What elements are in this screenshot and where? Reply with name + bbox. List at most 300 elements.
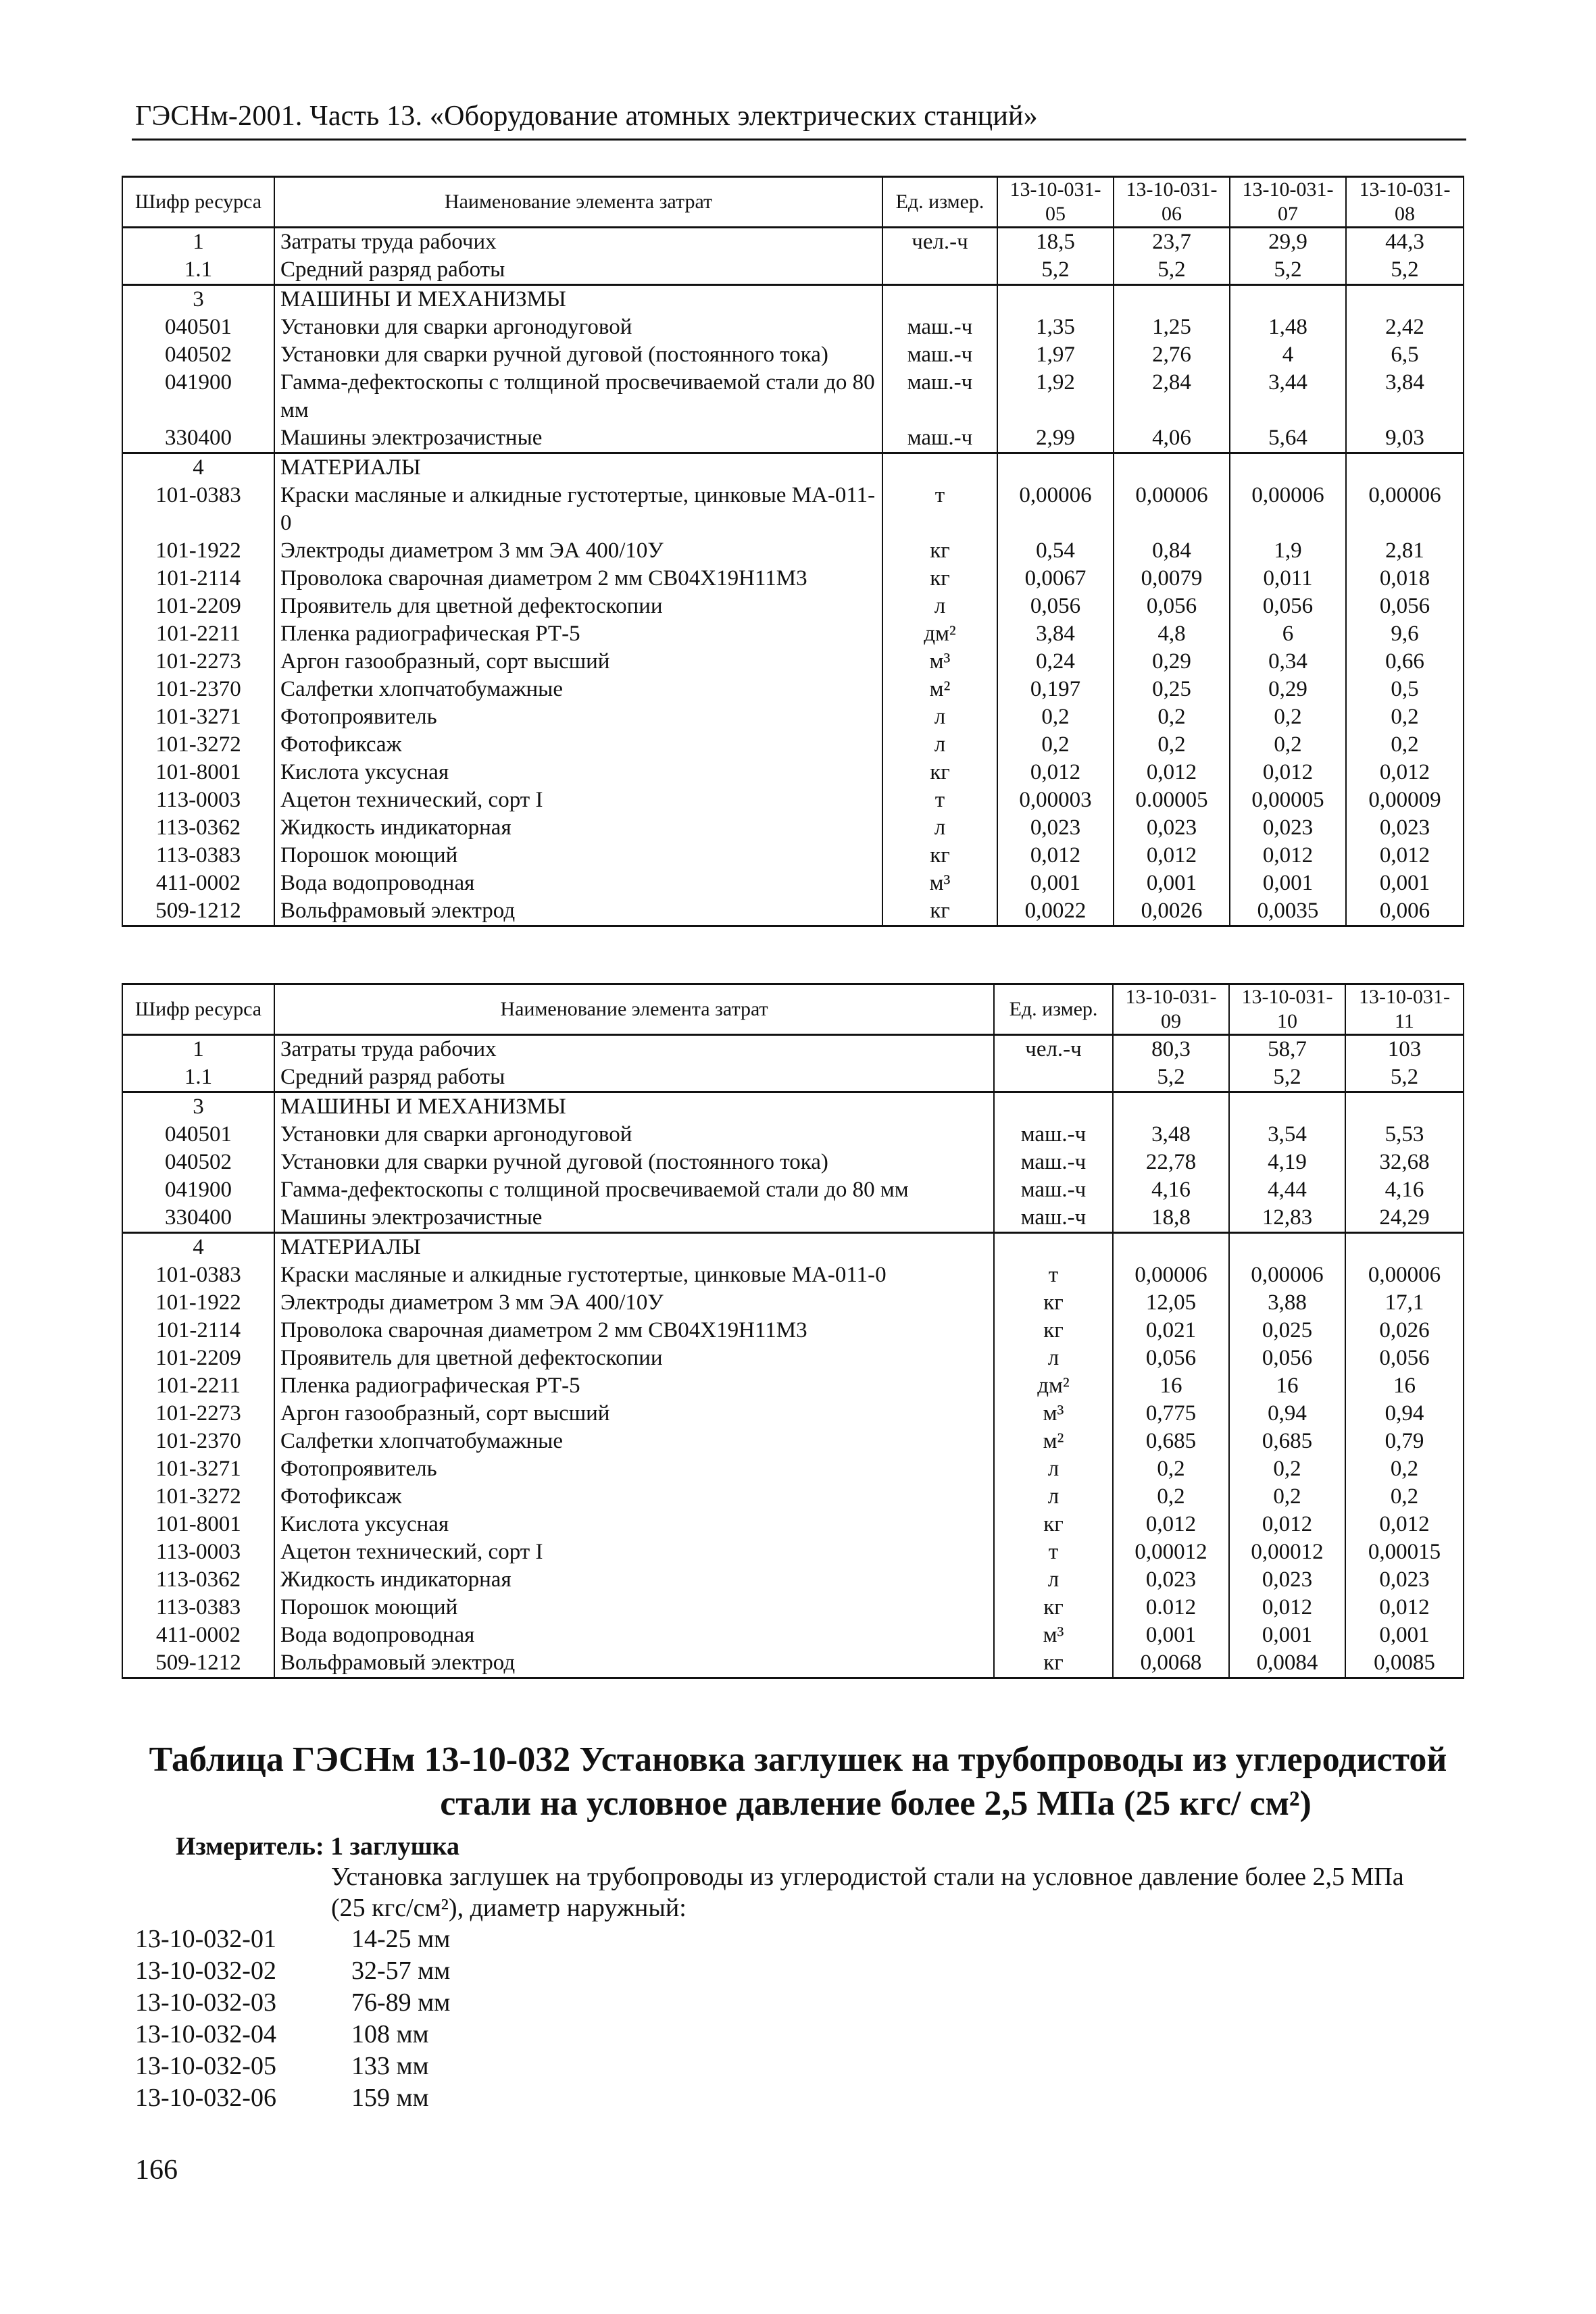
value-cell: 0,012	[1230, 842, 1346, 870]
table-row	[122, 1511, 1464, 1538]
unit-cell: м²	[994, 1428, 1113, 1455]
value-cell: 0,2	[1345, 1483, 1464, 1511]
value-cell: 32,68	[1345, 1149, 1464, 1176]
value-cell: 0,012	[1346, 759, 1464, 786]
value-cell: 16	[1345, 1372, 1464, 1400]
value-cell: 0,29	[1114, 648, 1230, 676]
value-cell: 0,011	[1230, 565, 1346, 593]
value-cell: 6	[1230, 620, 1346, 648]
unit-cell	[882, 256, 997, 285]
value-cell: 0,2	[997, 703, 1114, 731]
unit-cell: кг	[994, 1649, 1113, 1678]
value-cell: 0,2	[1230, 703, 1346, 731]
value-cell: 0,00006	[1113, 1261, 1229, 1289]
resource-name-cell: Фотофиксаж	[274, 1483, 994, 1511]
unit-cell	[994, 1063, 1113, 1092]
col-header-norm: 13-10-031-06	[1114, 177, 1230, 228]
table-row	[122, 1317, 1464, 1344]
resource-code-cell: 101-2209	[122, 593, 274, 620]
value-cell: 0,026	[1345, 1317, 1464, 1344]
value-cell: 3,84	[997, 620, 1114, 648]
resource-code-cell: 101-3272	[122, 1483, 274, 1511]
value-cell: 0,25	[1114, 676, 1230, 703]
value-cell: 3,54	[1229, 1121, 1345, 1149]
value-cell	[1230, 285, 1346, 314]
value-cell: 3,48	[1113, 1121, 1229, 1149]
unit-cell: кг	[994, 1594, 1113, 1621]
value-cell: 0,056	[1114, 593, 1230, 620]
unit-cell: л	[994, 1455, 1113, 1483]
table-row	[122, 1176, 1464, 1204]
value-cell: 0,006	[1346, 897, 1464, 926]
resource-code-cell: 113-0362	[122, 814, 274, 842]
value-cell: 0,023	[997, 814, 1114, 842]
value-cell: 0,0035	[1230, 897, 1346, 926]
unit-cell: м³	[994, 1400, 1113, 1428]
unit-cell	[882, 285, 997, 314]
table-row	[122, 565, 1464, 593]
value-cell: 5,2	[1345, 1063, 1464, 1092]
resource-name-cell: МАШИНЫ И МЕХАНИЗМЫ	[274, 285, 882, 314]
value-cell: 0,056	[1230, 593, 1346, 620]
norm-diameter: 14-25 мм	[351, 1925, 451, 1953]
unit-cell: л	[994, 1483, 1113, 1511]
value-cell: 0,685	[1229, 1428, 1345, 1455]
resource-code-cell: 3	[122, 285, 274, 314]
value-cell: 0,0084	[1229, 1649, 1345, 1678]
value-cell: 0,023	[1346, 814, 1464, 842]
value-cell: 2,76	[1114, 341, 1230, 369]
value-cell: 0.012	[1113, 1594, 1229, 1621]
col-header-norm: 13-10-031-07	[1230, 177, 1346, 228]
value-cell: 0,24	[997, 648, 1114, 676]
value-cell: 44,3	[1346, 228, 1464, 257]
col-header-code: Шифр ресурса	[122, 177, 274, 228]
value-cell: 0,012	[1114, 842, 1230, 870]
value-cell: 0,056	[997, 593, 1114, 620]
value-cell: 0,66	[1346, 648, 1464, 676]
resource-code-cell: 101-3272	[122, 731, 274, 759]
value-cell: 16	[1229, 1372, 1345, 1400]
value-cell: 0,00009	[1346, 786, 1464, 814]
table-row	[122, 537, 1464, 565]
norm-code-row	[135, 2083, 429, 2113]
value-cell: 4	[1230, 341, 1346, 369]
resource-code-cell: 101-2370	[122, 676, 274, 703]
value-cell: 0,012	[1114, 759, 1230, 786]
norm-diameter: 76-89 мм	[351, 1988, 451, 2017]
table-row	[122, 1372, 1464, 1400]
value-cell: 1,92	[997, 369, 1114, 424]
table-row	[122, 1121, 1464, 1149]
resource-name-cell: Затраты труда рабочих	[274, 1035, 994, 1064]
resource-name-cell: Проявитель для цветной дефектоскопии	[274, 1344, 994, 1372]
table-row	[122, 814, 1464, 842]
value-cell: 0,0022	[997, 897, 1114, 926]
value-cell: 1,25	[1114, 313, 1230, 341]
resource-code-cell: 509-1212	[122, 1649, 274, 1678]
resource-code-cell: 101-0383	[122, 482, 274, 537]
unit-cell: кг	[882, 759, 997, 786]
resource-code-cell: 509-1212	[122, 897, 274, 926]
table-row	[122, 341, 1464, 369]
unit-cell: кг	[994, 1289, 1113, 1317]
resource-name-cell: Установки для сварки аргонодуговой	[274, 1121, 994, 1149]
value-cell: 0,023	[1229, 1566, 1345, 1594]
value-cell: 5,2	[1114, 256, 1230, 285]
table-row	[122, 703, 1464, 731]
norm-code: 13-10-032-02	[135, 1957, 276, 1985]
value-cell: 0,2	[1230, 731, 1346, 759]
resource-name-cell: Ацетон технический, сорт I	[274, 1538, 994, 1566]
value-cell: 2,81	[1346, 537, 1464, 565]
norm-code-row	[135, 2051, 429, 2081]
table-header-row	[122, 177, 1464, 228]
value-cell: 0,021	[1113, 1317, 1229, 1344]
table-row	[122, 1261, 1464, 1289]
value-cell: 0,00015	[1345, 1538, 1464, 1566]
value-cell	[1114, 285, 1230, 314]
norm-code: 13-10-032-05	[135, 2052, 276, 2080]
resource-name-cell: Пленка радиографическая РТ-5	[274, 620, 882, 648]
table-row	[122, 1204, 1464, 1233]
value-cell: 0,001	[1113, 1621, 1229, 1649]
value-cell: 0,00006	[997, 482, 1114, 537]
resource-name-cell: Электроды диаметром 3 мм ЭА 400/10У	[274, 537, 882, 565]
resource-code-cell: 101-2114	[122, 1317, 274, 1344]
value-cell: 0,2	[1346, 731, 1464, 759]
resource-name-cell: Проволока сварочная диаметром 2 мм СВ04Х19Н11М3	[274, 1317, 994, 1344]
resource-code-cell: 1.1	[122, 256, 274, 285]
table-row	[122, 1344, 1464, 1372]
page-number: 166	[135, 2155, 178, 2186]
value-cell: 3,44	[1230, 369, 1346, 424]
resource-name-cell: Машины электрозачистные	[274, 424, 882, 453]
value-cell: 0,023	[1113, 1566, 1229, 1594]
table-row	[122, 256, 1464, 285]
col-header-unit: Ед. измер.	[994, 984, 1113, 1035]
value-cell	[1114, 453, 1230, 482]
value-cell: 0,2	[1346, 703, 1464, 731]
value-cell: 0,025	[1229, 1317, 1345, 1344]
value-cell: 0,54	[997, 537, 1114, 565]
value-cell: 0,00006	[1345, 1261, 1464, 1289]
unit-cell: маш.-ч	[994, 1204, 1113, 1233]
table-row	[122, 1035, 1464, 1064]
value-cell: 0,00006	[1114, 482, 1230, 537]
value-cell: 0,00012	[1113, 1538, 1229, 1566]
resource-code-cell: 101-2209	[122, 1344, 274, 1372]
unit-cell: л	[882, 703, 997, 731]
table-header-row	[122, 984, 1464, 1035]
norm-code-row	[135, 2019, 429, 2049]
resource-name-cell: Салфетки хлопчатобумажные	[274, 676, 882, 703]
table-row	[122, 313, 1464, 341]
resource-code-cell: 040501	[122, 313, 274, 341]
resource-name-cell: Гамма-дефектоскопы с толщиной просвечиваемой стали до 80 мм	[274, 369, 882, 424]
table-row	[122, 1063, 1464, 1092]
value-cell: 1,97	[997, 341, 1114, 369]
value-cell	[1229, 1092, 1345, 1122]
value-cell: 0,775	[1113, 1400, 1229, 1428]
value-cell: 23,7	[1114, 228, 1230, 257]
section-row	[122, 285, 1464, 314]
value-cell: 4,06	[1114, 424, 1230, 453]
value-cell: 0,001	[1114, 870, 1230, 897]
value-cell: 5,53	[1345, 1121, 1464, 1149]
resource-name-cell: Гамма-дефектоскопы с толщиной просвечиваемой стали до 80 мм	[274, 1176, 994, 1204]
table-row	[122, 1428, 1464, 1455]
value-cell: 0,012	[1345, 1594, 1464, 1621]
resource-code-cell: 040502	[122, 341, 274, 369]
resource-code-cell: 3	[122, 1092, 274, 1122]
value-cell: 0,2	[1113, 1455, 1229, 1483]
table-row	[122, 1455, 1464, 1483]
resource-name-cell: Порошок моющий	[274, 842, 882, 870]
value-cell: 12,05	[1113, 1289, 1229, 1317]
unit-cell: кг	[994, 1317, 1113, 1344]
resource-code-cell: 041900	[122, 1176, 274, 1204]
resource-code-cell: 101-1922	[122, 1289, 274, 1317]
value-cell: 0,2	[1113, 1483, 1229, 1511]
unit-cell: чел.-ч	[994, 1035, 1113, 1064]
norm-diameter: 159 мм	[351, 2084, 429, 2112]
value-cell: 16	[1113, 1372, 1229, 1400]
section-row	[122, 1233, 1464, 1262]
value-cell: 1,48	[1230, 313, 1346, 341]
value-cell: 5,2	[997, 256, 1114, 285]
resource-name-cell: МАШИНЫ И МЕХАНИЗМЫ	[274, 1092, 994, 1122]
value-cell	[1346, 453, 1464, 482]
unit-cell: маш.-ч	[882, 369, 997, 424]
unit-cell: кг	[882, 842, 997, 870]
col-header-norm: 13-10-031-10	[1229, 984, 1345, 1035]
table-row	[122, 424, 1464, 453]
resource-code-cell: 411-0002	[122, 870, 274, 897]
col-header-name: Наименование элемента затрат	[274, 177, 882, 228]
value-cell: 0,001	[1346, 870, 1464, 897]
resource-code-cell: 113-0383	[122, 842, 274, 870]
table-row	[122, 369, 1464, 424]
value-cell: 0,0085	[1345, 1649, 1464, 1678]
unit-cell: дм²	[994, 1372, 1113, 1400]
value-cell: 5,2	[1113, 1063, 1229, 1092]
unit-cell: л	[994, 1566, 1113, 1594]
table-row	[122, 1621, 1464, 1649]
unit-cell	[882, 453, 997, 482]
resource-code-cell: 101-3271	[122, 1455, 274, 1483]
unit-cell: м²	[882, 676, 997, 703]
resource-code-cell: 1	[122, 228, 274, 257]
value-cell: 0,197	[997, 676, 1114, 703]
norm-diameter: 108 мм	[351, 2020, 429, 2048]
unit-cell: кг	[994, 1511, 1113, 1538]
value-cell	[997, 285, 1114, 314]
resource-code-cell: 101-2211	[122, 1372, 274, 1400]
table-row	[122, 1483, 1464, 1511]
resource-code-cell: 101-2370	[122, 1428, 274, 1455]
value-cell	[1229, 1233, 1345, 1262]
value-cell: 0,2	[1229, 1455, 1345, 1483]
table-row	[122, 620, 1464, 648]
value-cell: 2,84	[1114, 369, 1230, 424]
value-cell: 0,2	[1114, 731, 1230, 759]
section-row	[122, 1092, 1464, 1122]
table-row	[122, 731, 1464, 759]
resource-code-cell: 101-3271	[122, 703, 274, 731]
value-cell: 0,685	[1113, 1428, 1229, 1455]
resource-name-cell: Фотопроявитель	[274, 703, 882, 731]
unit-cell: л	[882, 814, 997, 842]
value-cell: 24,29	[1345, 1204, 1464, 1233]
resource-name-cell: Аргон газообразный, сорт высший	[274, 1400, 994, 1428]
running-header: ГЭСНм-2001. Часть 13. «Оборудование атомных электрических станций»	[135, 101, 1038, 132]
unit-cell: маш.-ч	[882, 424, 997, 453]
table-row	[122, 870, 1464, 897]
value-cell: 4,44	[1229, 1176, 1345, 1204]
resource-code-cell: 101-0383	[122, 1261, 274, 1289]
table-row	[122, 676, 1464, 703]
norm-code: 13-10-032-04	[135, 2020, 276, 2048]
value-cell	[1113, 1233, 1229, 1262]
norm-code: 13-10-032-01	[135, 1925, 276, 1953]
value-cell: 0,001	[1345, 1621, 1464, 1649]
value-cell: 0,056	[1229, 1344, 1345, 1372]
unit-cell: м³	[882, 648, 997, 676]
table-row	[122, 648, 1464, 676]
value-cell: 0,2	[1114, 703, 1230, 731]
unit-cell: л	[994, 1344, 1113, 1372]
resource-name-cell: Жидкость индикаторная	[274, 1566, 994, 1594]
resource-name-cell: Жидкость индикаторная	[274, 814, 882, 842]
unit-cell: маш.-ч	[994, 1176, 1113, 1204]
col-header-norm: 13-10-031-09	[1113, 984, 1229, 1035]
table-row	[122, 1400, 1464, 1428]
value-cell: 29,9	[1230, 228, 1346, 257]
value-cell: 2,99	[997, 424, 1114, 453]
resource-table-1	[122, 176, 1464, 927]
resource-name-cell: Вольфрамовый электрод	[274, 897, 882, 926]
value-cell: 9,03	[1346, 424, 1464, 453]
resource-code-cell: 101-8001	[122, 759, 274, 786]
unit-cell: л	[882, 731, 997, 759]
resource-name-cell: Кислота уксусная	[274, 759, 882, 786]
value-cell: 18,8	[1113, 1204, 1229, 1233]
norm-code: 13-10-032-03	[135, 1988, 276, 2017]
value-cell: 9,6	[1346, 620, 1464, 648]
value-cell	[997, 453, 1114, 482]
value-cell: 58,7	[1229, 1035, 1345, 1064]
value-cell	[1345, 1233, 1464, 1262]
unit-cell: т	[994, 1261, 1113, 1289]
value-cell: 4,16	[1113, 1176, 1229, 1204]
value-cell: 0,0067	[997, 565, 1114, 593]
resource-code-cell: 4	[122, 1233, 274, 1262]
value-cell: 0,001	[1229, 1621, 1345, 1649]
value-cell: 0,023	[1230, 814, 1346, 842]
value-cell: 0,00005	[1230, 786, 1346, 814]
value-cell: 0,00003	[997, 786, 1114, 814]
resource-name-cell: Вольфрамовый электрод	[274, 1649, 994, 1678]
value-cell: 0,012	[1229, 1594, 1345, 1621]
norm-diameter: 133 мм	[351, 2052, 429, 2080]
section-description: Установка заглушек на трубопроводы из углеродистой стали на условное давление более 2,5 МПа (25 кгс/см²), диаметр наружный:	[331, 1863, 1404, 1922]
col-header-norm: 13-10-031-08	[1346, 177, 1464, 228]
value-cell: 4,16	[1345, 1176, 1464, 1204]
resource-code-cell: 113-0003	[122, 786, 274, 814]
col-header-norm: 13-10-031-11	[1345, 984, 1464, 1035]
unit-cell: м³	[882, 870, 997, 897]
section-title-line-2: стали на условное давление более 2,5 МПа (25 кгс/ см²)	[440, 1784, 1312, 1823]
table-row	[122, 786, 1464, 814]
table-body	[122, 1035, 1464, 1678]
value-cell: 0,056	[1346, 593, 1464, 620]
norm-code-row	[135, 1988, 450, 2017]
value-cell: 0,012	[1346, 842, 1464, 870]
value-cell: 80,3	[1113, 1035, 1229, 1064]
value-cell: 3,88	[1229, 1289, 1345, 1317]
resource-code-cell: 040502	[122, 1149, 274, 1176]
resource-code-cell: 330400	[122, 1204, 274, 1233]
unit-cell: маш.-ч	[994, 1121, 1113, 1149]
table-row	[122, 897, 1464, 926]
unit-cell: дм²	[882, 620, 997, 648]
resource-code-cell: 101-2211	[122, 620, 274, 648]
table-row	[122, 1289, 1464, 1317]
value-cell: 5,64	[1230, 424, 1346, 453]
value-cell: 1,35	[997, 313, 1114, 341]
unit-cell: маш.-ч	[882, 341, 997, 369]
value-cell: 0,012	[1345, 1511, 1464, 1538]
value-cell	[1346, 285, 1464, 314]
value-cell: 103	[1345, 1035, 1464, 1064]
unit-cell: л	[882, 593, 997, 620]
section-title-line-1: Таблица ГЭСНм 13-10-032 Установка заглушек на трубопроводы из углеродистой	[149, 1740, 1447, 1779]
value-cell: 1,9	[1230, 537, 1346, 565]
table-row	[122, 1594, 1464, 1621]
resource-name-cell: Проявитель для цветной дефектоскопии	[274, 593, 882, 620]
resource-name-cell: Краски масляные и алкидные густотертые, цинковые МА-011-0	[274, 1261, 994, 1289]
resource-name-cell: Краски масляные и алкидные густотертые, цинковые МА-011-0	[274, 482, 882, 537]
col-header-norm: 13-10-031-05	[997, 177, 1114, 228]
resource-name-cell: Затраты труда рабочих	[274, 228, 882, 257]
unit-cell: чел.-ч	[882, 228, 997, 257]
resource-name-cell: Машины электрозачистные	[274, 1204, 994, 1233]
resource-code-cell: 101-1922	[122, 537, 274, 565]
value-cell: 2,42	[1346, 313, 1464, 341]
value-cell	[1345, 1092, 1464, 1122]
unit-cell: кг	[882, 565, 997, 593]
resource-name-cell: Установки для сварки ручной дуговой (постоянного тока)	[274, 341, 882, 369]
value-cell: 0,84	[1114, 537, 1230, 565]
resource-code-cell: 101-2273	[122, 1400, 274, 1428]
resource-code-cell: 1	[122, 1035, 274, 1064]
unit-cell: кг	[882, 897, 997, 926]
value-cell: 0,94	[1345, 1400, 1464, 1428]
value-cell: 6,5	[1346, 341, 1464, 369]
unit-cell: кг	[882, 537, 997, 565]
table-row	[122, 1149, 1464, 1176]
resource-name-cell: Установки для сварки ручной дуговой (постоянного тока)	[274, 1149, 994, 1176]
unit-cell	[994, 1233, 1113, 1262]
unit-cell: м³	[994, 1621, 1113, 1649]
table-row	[122, 1566, 1464, 1594]
col-header-name: Наименование элемента затрат	[274, 984, 994, 1035]
value-cell: 18,5	[997, 228, 1114, 257]
resource-name-cell: МАТЕРИАЛЫ	[274, 453, 882, 482]
value-cell: 0,001	[1230, 870, 1346, 897]
value-cell: 0,023	[1345, 1566, 1464, 1594]
